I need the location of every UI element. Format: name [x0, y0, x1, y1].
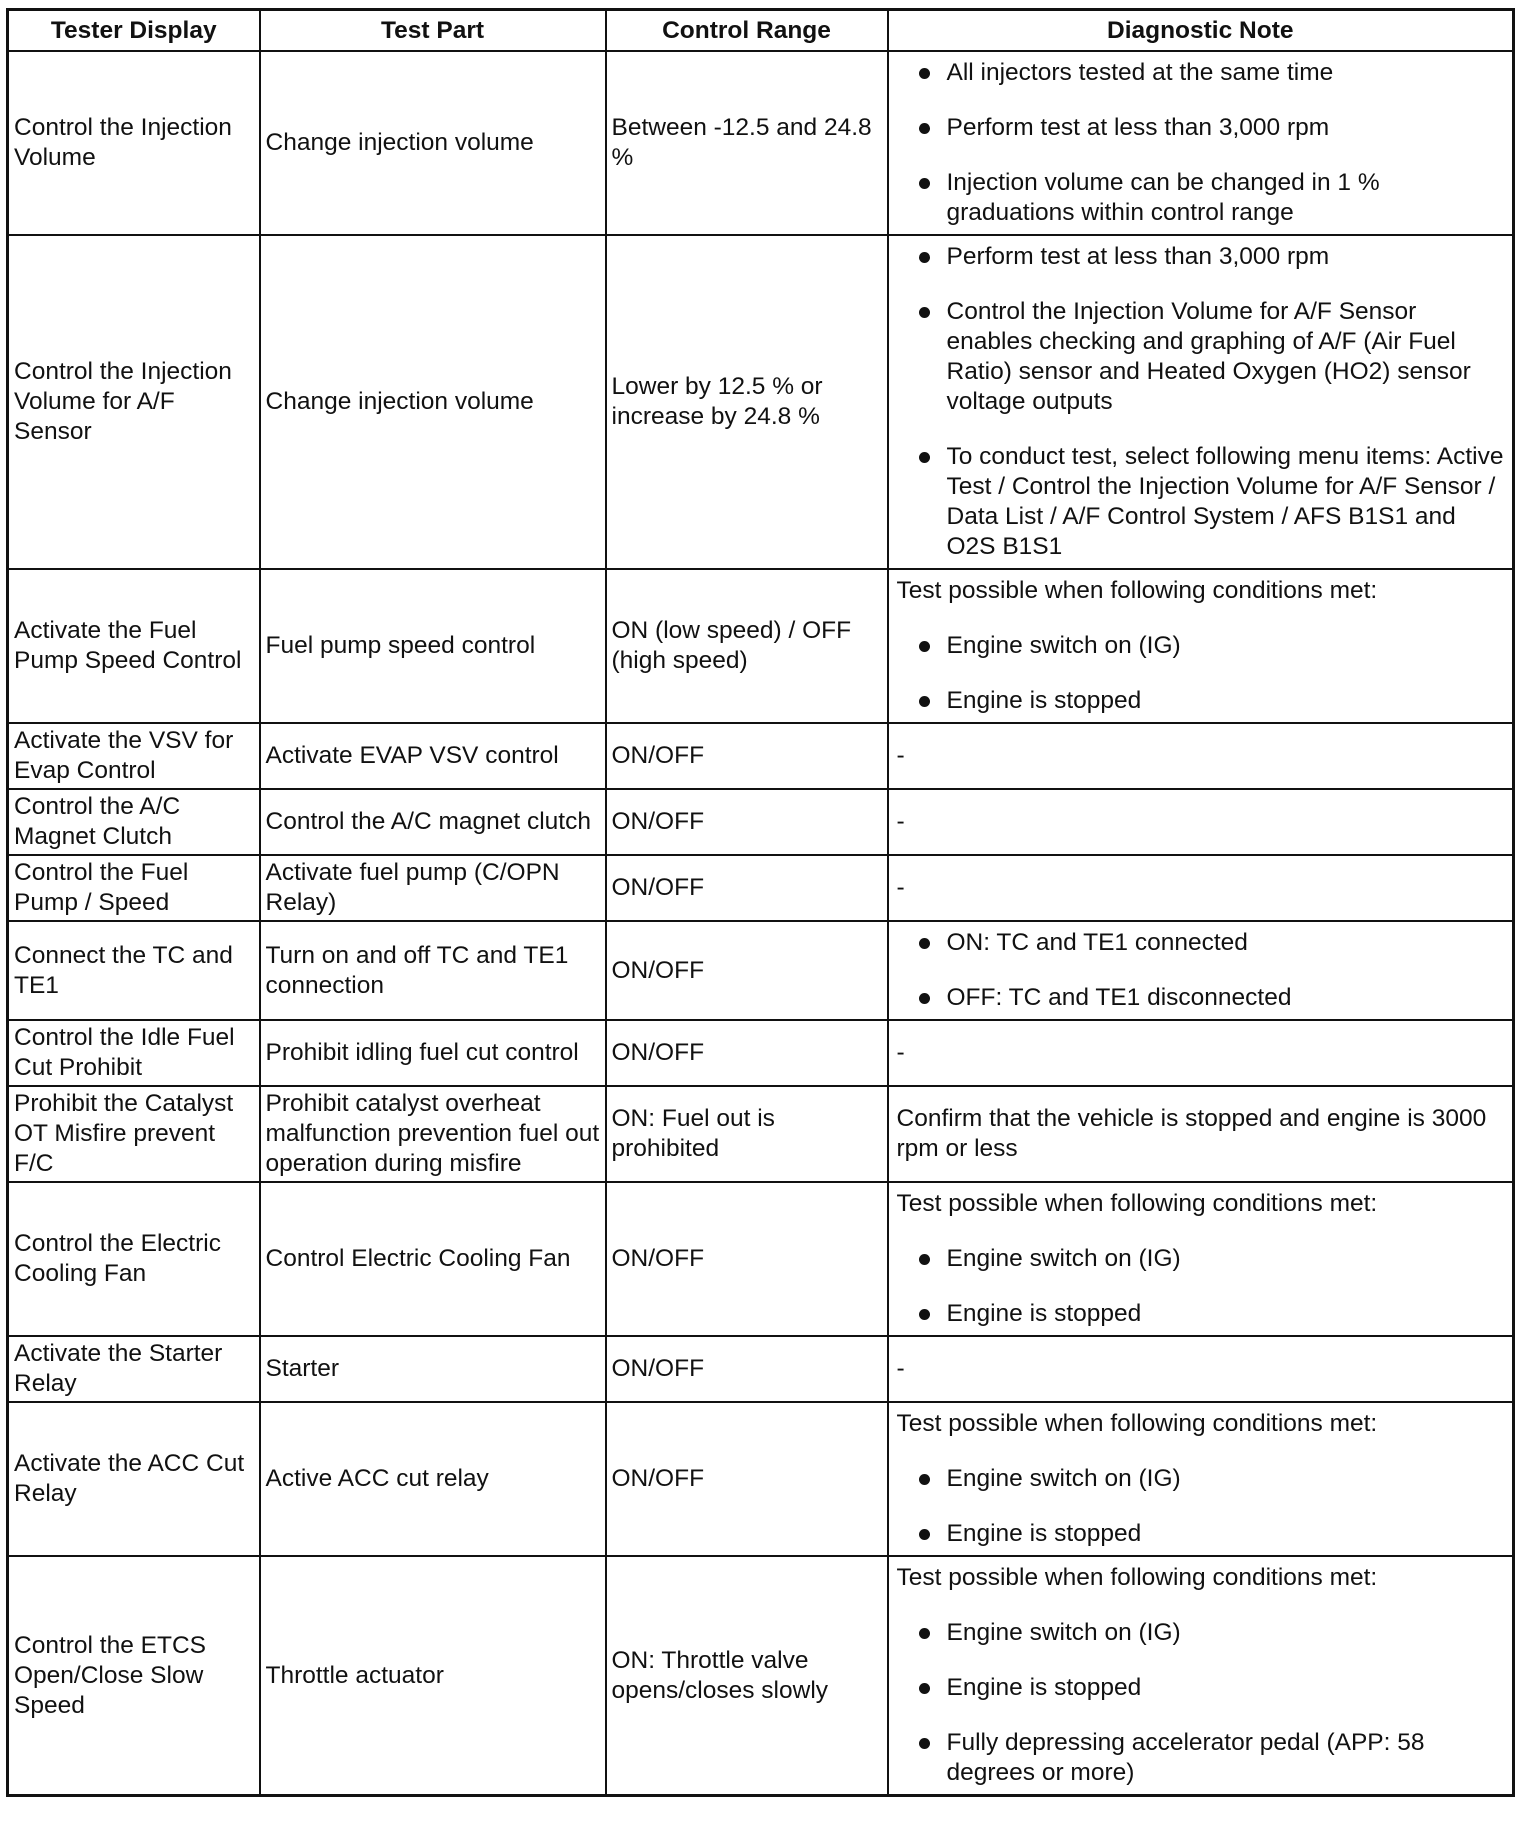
table-row	[8, 51, 1514, 235]
test-part-cell: Throttle actuator	[260, 1556, 606, 1796]
note-text: -	[896, 874, 905, 901]
note-bullet: Engine switch on (IG)	[897, 1464, 1505, 1494]
diagnostic-note-cell	[888, 51, 1514, 235]
table-row	[8, 921, 1514, 1020]
control-range-cell: ON (low speed) / OFF (high speed)	[606, 569, 888, 723]
control-range-cell: ON/OFF	[606, 1020, 888, 1086]
header-diagnostic-note: Diagnostic Note	[888, 10, 1514, 52]
test-part-cell: Change injection volume	[260, 235, 606, 569]
table-row	[8, 1182, 1514, 1336]
tester-display-cell: Activate the ACC Cut Relay	[8, 1402, 260, 1556]
control-range-cell: Lower by 12.5 % or increase by 24.8 %	[606, 235, 888, 569]
note-intro: Test possible when following conditions met:	[896, 1564, 1378, 1591]
note-text: -	[896, 742, 905, 769]
control-range-cell: ON/OFF	[606, 921, 888, 1020]
table-row	[8, 569, 1514, 723]
note-bullet: Control the Injection Volume for A/F Sensor enables checking and graphing of A/F (Air Fuel Ratio) sensor and Heated Oxygen (HO2) sensor voltage outputs	[897, 297, 1505, 417]
tester-display-cell: Activate the Fuel Pump Speed Control	[8, 569, 260, 723]
control-range-cell: ON/OFF	[606, 1402, 888, 1556]
note-bullet: Engine switch on (IG)	[897, 1618, 1505, 1648]
note-text: Confirm that the vehicle is stopped and engine is 3000 rpm or less	[896, 1105, 1487, 1162]
control-range-cell: ON: Fuel out is prohibited	[606, 1086, 888, 1182]
test-part-cell: Fuel pump speed control	[260, 569, 606, 723]
test-part-cell: Control the A/C magnet clutch	[260, 789, 606, 855]
test-part-cell: Prohibit idling fuel cut control	[260, 1020, 606, 1086]
tester-display-cell: Control the ETCS Open/Close Slow Speed	[8, 1556, 260, 1796]
tester-display-cell: Control the A/C Magnet Clutch	[8, 789, 260, 855]
table-row	[8, 855, 1514, 921]
control-range-cell: ON/OFF	[606, 1336, 888, 1402]
note-bullet: Fully depressing accelerator pedal (APP: 58 degrees or more)	[897, 1728, 1505, 1788]
diagnostic-note-cell	[888, 789, 1514, 855]
note-bullet: To conduct test, select following menu items: Active Test / Control the Injection Volume for A/F Sensor / Data List / A/F Control System / AFS B1S1 and O2S B1S1	[897, 442, 1505, 562]
tester-display-cell: Activate the VSV for Evap Control	[8, 723, 260, 789]
note-text: -	[896, 808, 905, 835]
test-part-cell: Active ACC cut relay	[260, 1402, 606, 1556]
header-test-part: Test Part	[260, 10, 606, 52]
header-tester-display: Tester Display	[8, 10, 260, 52]
test-part-cell: Activate fuel pump (C/OPN Relay)	[260, 855, 606, 921]
note-bullet: Engine switch on (IG)	[897, 631, 1505, 661]
note-text: -	[896, 1039, 905, 1066]
tester-display-cell: Connect the TC and TE1	[8, 921, 260, 1020]
diagnostic-note-cell	[888, 1182, 1514, 1336]
control-range-cell: ON/OFF	[606, 1182, 888, 1336]
table-row	[8, 1402, 1514, 1556]
active-test-table	[6, 8, 1515, 1797]
note-bullet: Engine switch on (IG)	[897, 1244, 1505, 1274]
diagnostic-note-cell	[888, 921, 1514, 1020]
diagnostic-note-cell	[888, 1556, 1514, 1796]
tester-display-cell: Control the Idle Fuel Cut Prohibit	[8, 1020, 260, 1086]
tester-display-cell: Control the Fuel Pump / Speed	[8, 855, 260, 921]
diagnostic-note-cell	[888, 1020, 1514, 1086]
control-range-cell: Between -12.5 and 24.8 %	[606, 51, 888, 235]
control-range-cell: ON/OFF	[606, 789, 888, 855]
note-bullet: Engine is stopped	[897, 1673, 1505, 1703]
table-row	[8, 723, 1514, 789]
note-bullet: Injection volume can be changed in 1 % graduations within control range	[897, 168, 1505, 228]
test-part-cell: Turn on and off TC and TE1 connection	[260, 921, 606, 1020]
note-bullet: Engine is stopped	[897, 686, 1505, 716]
diagnostic-note-cell	[888, 855, 1514, 921]
diagnostic-note-cell	[888, 1336, 1514, 1402]
diagnostic-note-cell	[888, 1402, 1514, 1556]
note-bullet: ON: TC and TE1 connected	[897, 928, 1505, 958]
table-row	[8, 789, 1514, 855]
tester-display-cell: Control the Injection Volume for A/F Sensor	[8, 235, 260, 569]
note-bullet: Perform test at less than 3,000 rpm	[897, 242, 1505, 272]
note-intro: Test possible when following conditions met:	[896, 1410, 1378, 1437]
table-row	[8, 1020, 1514, 1086]
tester-display-cell: Control the Electric Cooling Fan	[8, 1182, 260, 1336]
test-part-cell: Starter	[260, 1336, 606, 1402]
note-intro: Test possible when following conditions met:	[896, 1190, 1378, 1217]
header-control-range: Control Range	[606, 10, 888, 52]
note-bullet: Engine is stopped	[897, 1299, 1505, 1329]
test-part-cell: Activate EVAP VSV control	[260, 723, 606, 789]
table-row	[8, 1336, 1514, 1402]
tester-display-cell: Activate the Starter Relay	[8, 1336, 260, 1402]
control-range-cell: ON: Throttle valve opens/closes slowly	[606, 1556, 888, 1796]
tester-display-cell: Control the Injection Volume	[8, 51, 260, 235]
test-part-cell: Prohibit catalyst overheat malfunction prevention fuel out operation during misfire	[260, 1086, 606, 1182]
table-row	[8, 1556, 1514, 1796]
tester-display-cell: Prohibit the Catalyst OT Misfire prevent F/C	[8, 1086, 260, 1182]
test-part-cell: Change injection volume	[260, 51, 606, 235]
note-intro: Test possible when following conditions met:	[896, 577, 1378, 604]
control-range-cell: ON/OFF	[606, 855, 888, 921]
table-row	[8, 1086, 1514, 1182]
diagnostic-note-cell	[888, 723, 1514, 789]
diagnostic-note-cell	[888, 569, 1514, 723]
note-bullet: Perform test at less than 3,000 rpm	[897, 113, 1505, 143]
table-row	[8, 235, 1514, 569]
diagnostic-note-cell	[888, 1086, 1514, 1182]
note-bullet: All injectors tested at the same time	[897, 58, 1505, 88]
control-range-cell: ON/OFF	[606, 723, 888, 789]
note-bullet: OFF: TC and TE1 disconnected	[897, 983, 1505, 1013]
note-text: -	[896, 1355, 905, 1382]
diagnostic-note-cell	[888, 235, 1514, 569]
note-bullet: Engine is stopped	[897, 1519, 1505, 1549]
header-row	[8, 10, 1514, 52]
test-part-cell: Control Electric Cooling Fan	[260, 1182, 606, 1336]
